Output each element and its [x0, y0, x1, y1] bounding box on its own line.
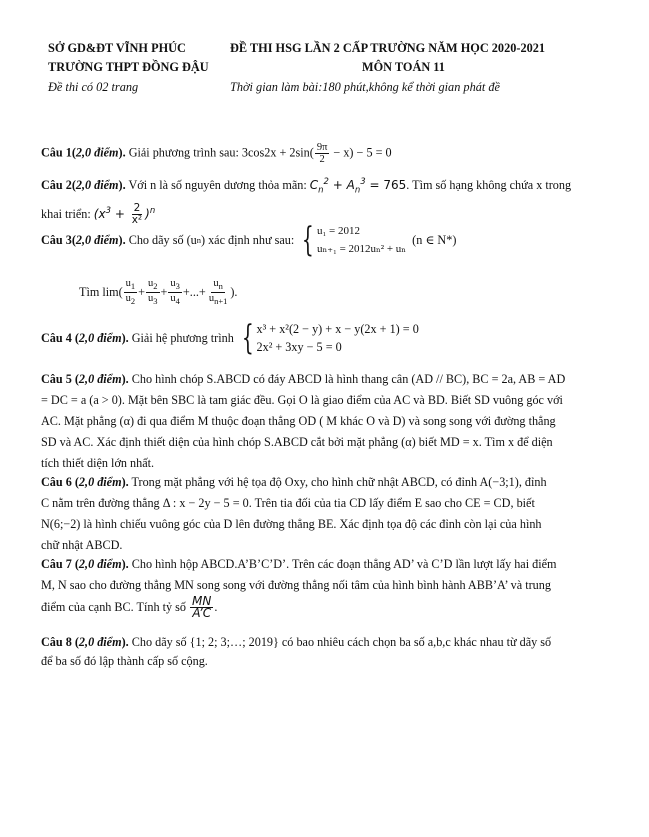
- question-7: Câu 7 (2,0 điểm). Cho hình hộp ABCD.A’B’C’D’. Trên các đoạn thẳng AD’ và C’D lần lượt lấy hai điểm M, N sao cho đường thẳng MN song song với đường thẳng nối tâm của hình bình hành ABB’A’ và trung điểm của cạnh BC. Tính tỷ số $\frac{MN}{A’C}$ .: [41, 557, 557, 620]
- question-3: Câu 3(2,0 điểm). Cho dãy số (u n ) xác định như sau: { u₁ = 2012 uₙ₊₁ = 2012uₙ² + uₙ (n ∈ N*) Tìm lim( $\frac{u_1}{u_2}$ + $\frac{u_2}{u_3}$ + $\frac{u_3}{u_4}$ +...+ $\frac{u_n}{u_{n+1}}$ ).: [41, 222, 597, 307]
- question-label: Câu 6 (2,0 điểm).: [41, 475, 129, 489]
- time-note: Thời gian làm bài:180 phút,không kể thời gian phát đề: [230, 80, 500, 94]
- question-5: Câu 5 (2,0 điểm). Cho hình chóp S.ABCD có đáy ABCD là hình thang cân (AD // BC), BC = 2a, AB = AD = DC = a (a > 0). Mặt bên SBC là tam giác đều. Gọi O là giao điểm của AC và BD. Biết SD vuông góc với AC. Mặt phẳng (α) đi qua điểm M thuộc đoạn thẳng OD ( M khác O và D) và song song với đường thẳng SD và AC. Xác định thiết diện của hình chóp S.ABCD cắt bởi mặt phẳng (α) biết MD = x. Tìm x để diện tích thiết diện lớn nhất.: [41, 372, 566, 470]
- question-4: Câu 4 (2,0 điểm). Giải hệ phương trình { x³ + x²(2 − y) + x − y(2x + 1) = 0 2x² + 3xy − 5 = 0: [41, 318, 419, 358]
- question-label: Câu 3(2,0 điểm).: [41, 232, 126, 247]
- question-label: Câu 7 (2,0 điểm).: [41, 557, 129, 571]
- fraction: $\frac{9\pi}{2}$: [316, 142, 328, 165]
- question-1: Câu 1(2,0 điểm). Giải phương trình sau: 3cos2x + 2sin( $\frac{9\pi}{2}$ − x) − 5 = 0: [41, 142, 392, 165]
- equation: $C_n^2 + A_n^3 = 765$: [309, 177, 407, 196]
- question-6: Câu 6 (2,0 điểm). Trong mặt phẳng với hệ tọa độ Oxy, cho hình chữ nhật ABCD, có đỉnh A(−3;1), đỉnh C nằm trên đường thẳng Δ : x − 2y − 5 = 0. Trên tia đối của tia CD lấy điểm E sao cho CE = CD, biết N(6;−2) là hình chiếu vuông góc của D lên đường thẳng BE. Xác định tọa độ các đỉnh còn lại của hình chữ nhật ABCD.: [41, 475, 547, 552]
- question-label: Câu 8 (2,0 điểm).: [41, 635, 129, 649]
- question-label: Câu 5 (2,0 điểm).: [41, 372, 129, 386]
- question-label: Câu 4 (2,0 điểm).: [41, 330, 129, 345]
- recurrence-system: { u₁ = 2012 uₙ₊₁ = 2012uₙ² + uₙ: [302, 220, 407, 260]
- question-label: Câu 2(2,0 điểm).: [41, 178, 126, 192]
- expansion: ($x^3$ + $\frac{2}{\text{x²}}$ )$^n$: [93, 202, 156, 227]
- question-8: Câu 8 (2,0 điểm). Cho dãy số {1; 2; 3;…; 2019} có bao nhiêu cách chọn ba số a,b,c khác nhau từ dãy số để ba số đó lập thành cấp số cộng.: [41, 635, 552, 668]
- exam-title: ĐỀ THI HSG LẦN 2 CẤP TRƯỜNG NĂM HỌC 2020-2021: [230, 41, 546, 55]
- equation-system: { x³ + x²(2 − y) + x − y(2x + 1) = 0 2x² + 3xy − 5 = 0: [241, 318, 419, 358]
- question-label: Câu 1(2,0 điểm).: [41, 145, 126, 160]
- question-2: Câu 2(2,0 điểm). Với n là số nguyên dương thỏa mãn: $C_n^2 + A_n^3 = 765$. Tìm số hạng không chứa x trong khai triển: ($x^3$ + $\frac{2}{\text{x²}}$ )$^n$: [41, 177, 572, 227]
- page-count-note: Đề thi có 02 trang: [48, 80, 139, 94]
- school-department: SỞ GD&ĐT VĨNH PHÚC: [48, 41, 186, 55]
- limit-expression: Tìm lim( $\frac{u_1}{u_2}$ + $\frac{u_2}{u_3}$ + $\frac{u_3}{u_4}$ +...+ $\frac{u_n}{u_{n+1}}$ ).: [79, 278, 238, 307]
- subject-title: MÔN TOÁN 11: [362, 60, 445, 74]
- school-name: TRƯỜNG THPT ĐỒNG ĐẬU: [48, 60, 209, 74]
- ratio-fraction: $\frac{MN}{A’C}$: [192, 594, 212, 620]
- question-text: Giải phương trình sau: 3cos2x + 2sin(: [128, 145, 314, 160]
